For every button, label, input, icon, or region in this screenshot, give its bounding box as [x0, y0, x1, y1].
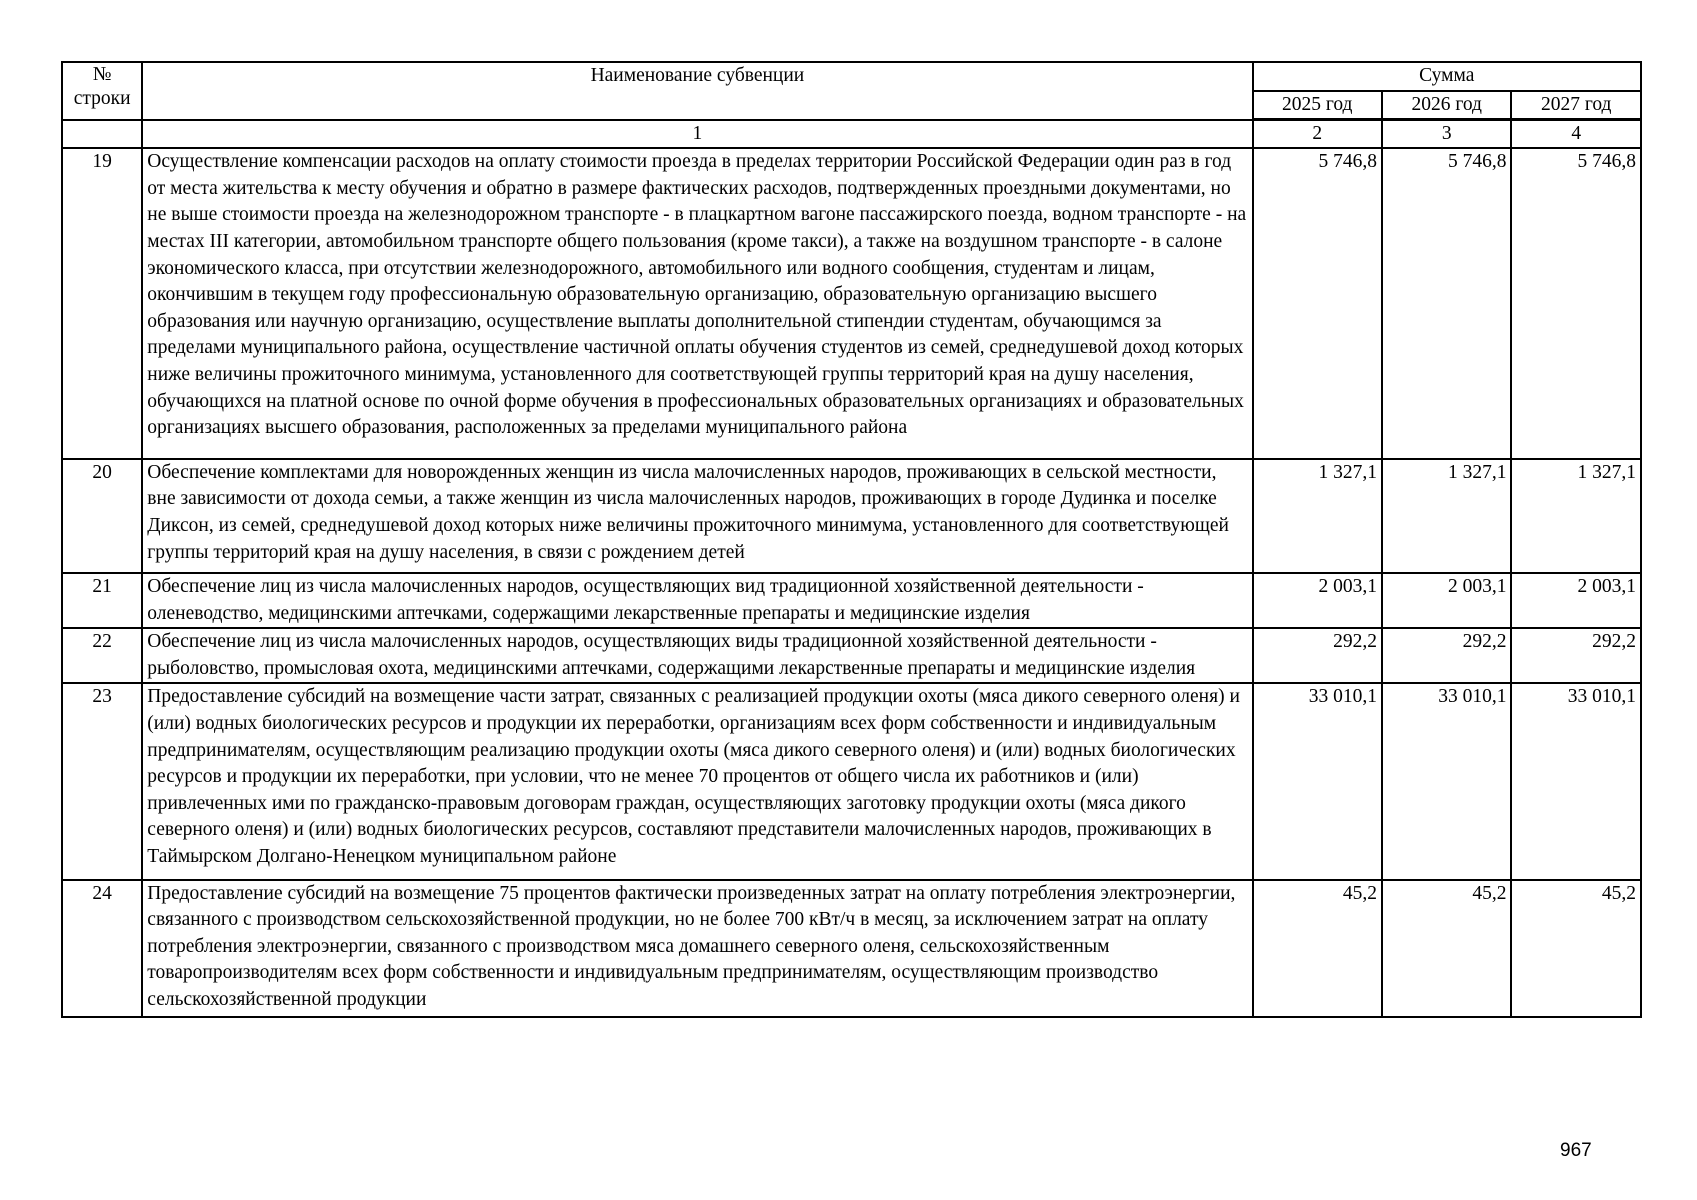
- column-number-0: [62, 120, 142, 149]
- row-number: 24: [62, 880, 142, 1017]
- subventions-table: [61, 61, 1642, 1018]
- table-row: [62, 573, 1641, 628]
- amount-2025: 33 010,1: [1253, 683, 1382, 879]
- subvention-name: Обеспечение лиц из числа малочисленных народов, осуществляющих вид традиционной хозяйственной деятельности - оленеводство, медицинскими аптечками, содержащими лекарственные препараты и медицинские изделия: [142, 573, 1252, 628]
- column-number-1: 1: [142, 120, 1252, 149]
- row-number: 20: [62, 459, 142, 573]
- row-number: 21: [62, 573, 142, 628]
- subvention-name: Обеспечение комплектами для новорожденных женщин из числа малочисленных народов, проживающих в сельской местности, вне зависимости от дохода семьи, а также женщин из числа малочисленных народов, проживающих в городе Дудинка и поселке Диксон, из семей, среднедушевой доход которых ниже величины прожиточного минимума, установленного для соответствующей группы территорий края на душу населения, в связи с рождением детей: [142, 459, 1252, 573]
- table-row: [62, 880, 1641, 1017]
- table-row: [62, 628, 1641, 683]
- column-numbers-row: [62, 120, 1641, 149]
- amount-2025: 292,2: [1253, 628, 1382, 683]
- amount-2025: 5 746,8: [1253, 148, 1382, 459]
- amount-2027: 292,2: [1511, 628, 1641, 683]
- table-row: [62, 459, 1641, 573]
- subvention-name: Осуществление компенсации расходов на оплату стоимости проезда в пределах территории Российской Федерации один раз в год от места жительства к месту обучения и обратно в размере фактических расходов, подтвержденных проездными документами, но не выше стоимости проезда на железнодорожном транспорте - в плацкартном вагоне пассажирского поезда, водном транспорте - на местах III категории, автомобильном транспорте общего пользования (кроме такси), а также на воздушном транспорте - в салоне экономического класса, при отсутствии железнодорожного, автомобильного или водного сообщения, студентам и лицам, окончившим в текущем году профессиональную образовательную организацию, образовательную организацию высшего образования или научную организацию, осуществление выплаты дополнительной стипендии студентам, обучающимся за пределами муниципального района, осуществление частичной оплаты обучения студентов из семей, среднедушевой доход которых ниже величины прожиточного минимума, установленного для соответствующей группы территорий края на душу населения, обучающихся на платной основе по очной форме обучения в профессиональных образовательных организациях и образовательных организациях высшего образования, расположенных за пределами муниципального района: [142, 148, 1252, 459]
- table-row: [62, 683, 1641, 879]
- amount-2027: 1 327,1: [1511, 459, 1641, 573]
- amount-2027: 2 003,1: [1511, 573, 1641, 628]
- row-number: 22: [62, 628, 142, 683]
- subvention-name: Обеспечение лиц из числа малочисленных народов, осуществляющих виды традиционной хозяйственной деятельности - рыболовство, промысловая охота, медицинскими аптечками, содержащими лекарственные препараты и медицинские изделия: [142, 628, 1252, 683]
- subvention-name: Предоставление субсидий на возмещение 75 процентов фактически произведенных затрат на оплату потребления электроэнергии, связанного с производством сельскохозяйственной продукции, но не более 700 кВт/ч в месяц, за исключением затрат на оплату потребления электроэнергии, связанного с производством мяса домашнего северного оленя, сельскохозяйственным товаропроизводителям всех форм собственности и индивидуальным предпринимателям, осуществляющим производство сельскохозяйственной продукции: [142, 880, 1252, 1017]
- amount-2026: 33 010,1: [1382, 683, 1511, 879]
- header-year-2027: 2027 год: [1511, 91, 1641, 120]
- header-row: [62, 62, 1641, 91]
- amount-2027: 45,2: [1511, 880, 1641, 1017]
- amount-2025: 1 327,1: [1253, 459, 1382, 573]
- amount-2026: 45,2: [1382, 880, 1511, 1017]
- column-number-4: 4: [1511, 120, 1641, 149]
- header-year-2025: 2025 год: [1253, 91, 1382, 120]
- table-row: [62, 148, 1641, 459]
- header-year-2026: 2026 год: [1382, 91, 1511, 120]
- amount-2027: 5 746,8: [1511, 148, 1641, 459]
- header-subvention-name: Наименование субвенции: [142, 62, 1252, 120]
- subvention-name: Предоставление субсидий на возмещение части затрат, связанных с реализацией продукции охоты (мяса дикого северного оленя) и (или) водных биологических ресурсов и продукции их переработки, организациям всех форм собственности и индивидуальным предпринимателям, осуществляющим реализацию продукции охоты (мяса дикого северного оленя) и (или) водных биологических ресурсов и продукции их переработки, при условии, что не менее 70 процентов от общего числа их работников и (или) привлеченных ими по гражданско-правовым договорам граждан, осуществляющих заготовку продукции охоты (мяса дикого северного оленя) и (или) водных биологических ресурсов, составляют представители малочисленных народов, проживающих в Таймырском Долгано-Ненецком муниципальном районе: [142, 683, 1252, 879]
- amount-2026: 292,2: [1382, 628, 1511, 683]
- amount-2026: 2 003,1: [1382, 573, 1511, 628]
- amount-2027: 33 010,1: [1511, 683, 1641, 879]
- column-number-3: 3: [1382, 120, 1511, 149]
- amount-2025: 45,2: [1253, 880, 1382, 1017]
- amount-2025: 2 003,1: [1253, 573, 1382, 628]
- row-number: 19: [62, 148, 142, 459]
- amount-2026: 5 746,8: [1382, 148, 1511, 459]
- amount-2026: 1 327,1: [1382, 459, 1511, 573]
- header-sum: Сумма: [1253, 62, 1642, 91]
- page-number: 967: [1560, 1140, 1592, 1161]
- header-row-number: № строки: [62, 62, 142, 120]
- column-number-2: 2: [1253, 120, 1382, 149]
- row-number: 23: [62, 683, 142, 879]
